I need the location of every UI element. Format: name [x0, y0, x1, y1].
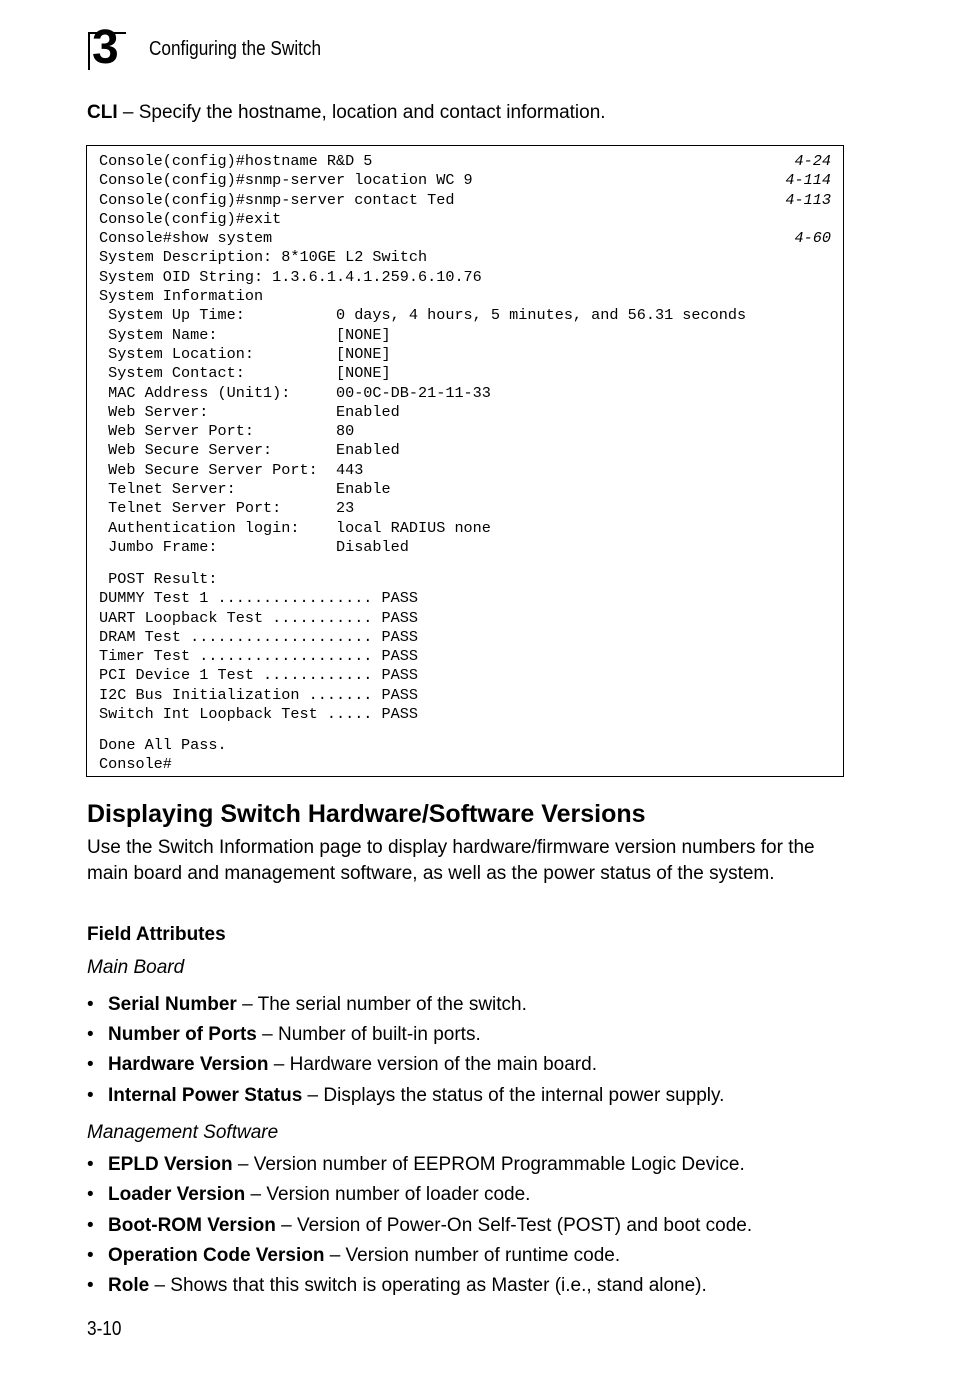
item-desc: – The serial number of the switch. — [236, 994, 527, 1015]
list-item — [87, 1024, 481, 1046]
running-title: Configuring the Switch — [149, 38, 322, 60]
management-software-heading: Management Software — [87, 1122, 279, 1143]
bullet-icon: • — [87, 1054, 94, 1075]
item-term: Boot-ROM Version — [108, 1215, 276, 1236]
bullet-icon: • — [87, 994, 94, 1015]
chapter-number: 3 — [92, 21, 118, 74]
cli-label: CLI — [87, 102, 118, 123]
item-desc: – Version of Power-On Self-Test (POST) and boot code. — [275, 1215, 753, 1236]
item-term: Number of Ports — [108, 1024, 257, 1045]
bullet-icon: • — [87, 1154, 94, 1175]
list-item — [87, 1184, 530, 1206]
bullet-icon: • — [87, 1215, 94, 1236]
page-ref: 4-114 — [785, 171, 831, 190]
list-item — [87, 1085, 724, 1107]
cli-intro-text: – Specify the hostname, location and contact information. — [117, 102, 606, 123]
console-block-commands: Console(config)#hostname R&D 5 Console(config)#snmp-server location WC 9 Console(config)#snmp-server contact Ted Console(config)#exit Console#show system System Description: 8*10GE L2 Switch System OID String: 1.3.6.1.4.1.259.6.10.76 System Information System Up Time: 0 days, 4 hours, 5 minutes, and 56.31 seconds System Name: [NONE] System Location: [NONE] System Contact: [NONE] MAC Address (Unit1): 00-0C-DB-21-11-33 Web Server: Enabled Web Server Port: 80 Web Secure Server: Enabled Web Secure Server Port: 443 Telnet Server: Enable Telnet Server Port: 23 Authentication login: local RADIUS none Jumbo Frame: Disabled — [99, 152, 747, 556]
bullet-icon: • — [87, 1275, 94, 1296]
console-block-post-results: POST Result: DUMMY Test 1 ................. PASS UART Loopback Test ........... PASS DRAM Test .................... PASS Timer Test ................... PASS PCI Device 1 Test ............ PASS I2C Bus Initialization ....... PASS Switch Int Loopback Test ..... PASS — [99, 570, 418, 724]
bullet-icon: • — [87, 1245, 94, 1266]
item-term: Operation Code Version — [108, 1245, 325, 1266]
bullet-icon: • — [87, 1024, 94, 1045]
bullet-icon: • — [87, 1184, 94, 1205]
list-item — [87, 1275, 707, 1297]
field-attributes-heading: Field Attributes — [87, 924, 226, 945]
item-term: Hardware Version — [108, 1054, 269, 1075]
item-term: Serial Number — [108, 994, 237, 1015]
list-item — [87, 1215, 752, 1237]
list-item — [87, 1154, 745, 1176]
section-intro: Use the Switch Information page to display hardware/firmware version numbers for the main board and management software, as well as the power status of the system. — [87, 837, 815, 884]
item-desc: – Hardware version of the main board. — [268, 1054, 597, 1075]
page-ref: 4-60 — [794, 229, 831, 248]
page-ref: 4-113 — [785, 190, 831, 209]
page-ref — [785, 210, 831, 229]
item-desc: – Shows that this switch is operating as Master (i.e., stand alone). — [149, 1275, 707, 1296]
console-block-done: Done All Pass. Console# — [99, 736, 227, 774]
cli-intro — [87, 102, 606, 124]
list-item — [87, 1245, 620, 1267]
console-output-box — [86, 145, 844, 777]
bullet-icon: • — [87, 1085, 94, 1106]
page-ref: 4-24 — [794, 152, 831, 170]
main-board-heading: Main Board — [87, 957, 185, 978]
item-desc: – Version number of loader code. — [245, 1184, 531, 1205]
item-term: Role — [108, 1275, 150, 1296]
item-term: Internal Power Status — [108, 1085, 303, 1106]
command-page-references — [785, 152, 831, 248]
item-term: EPLD Version — [108, 1154, 233, 1175]
page-number: 3-10 — [87, 1318, 122, 1340]
list-item — [87, 1054, 597, 1076]
item-desc: – Version number of EEPROM Programmable Logic Device. — [232, 1154, 745, 1175]
item-term: Loader Version — [108, 1184, 246, 1205]
list-item — [87, 994, 527, 1016]
item-desc: – Number of built-in ports. — [256, 1024, 481, 1045]
item-desc: – Displays the status of the internal power supply. — [302, 1085, 725, 1106]
frame-left-rule — [88, 32, 90, 70]
item-desc: – Version number of runtime code. — [324, 1245, 621, 1266]
section-title: Displaying Switch Hardware/Software Versions — [87, 800, 646, 828]
